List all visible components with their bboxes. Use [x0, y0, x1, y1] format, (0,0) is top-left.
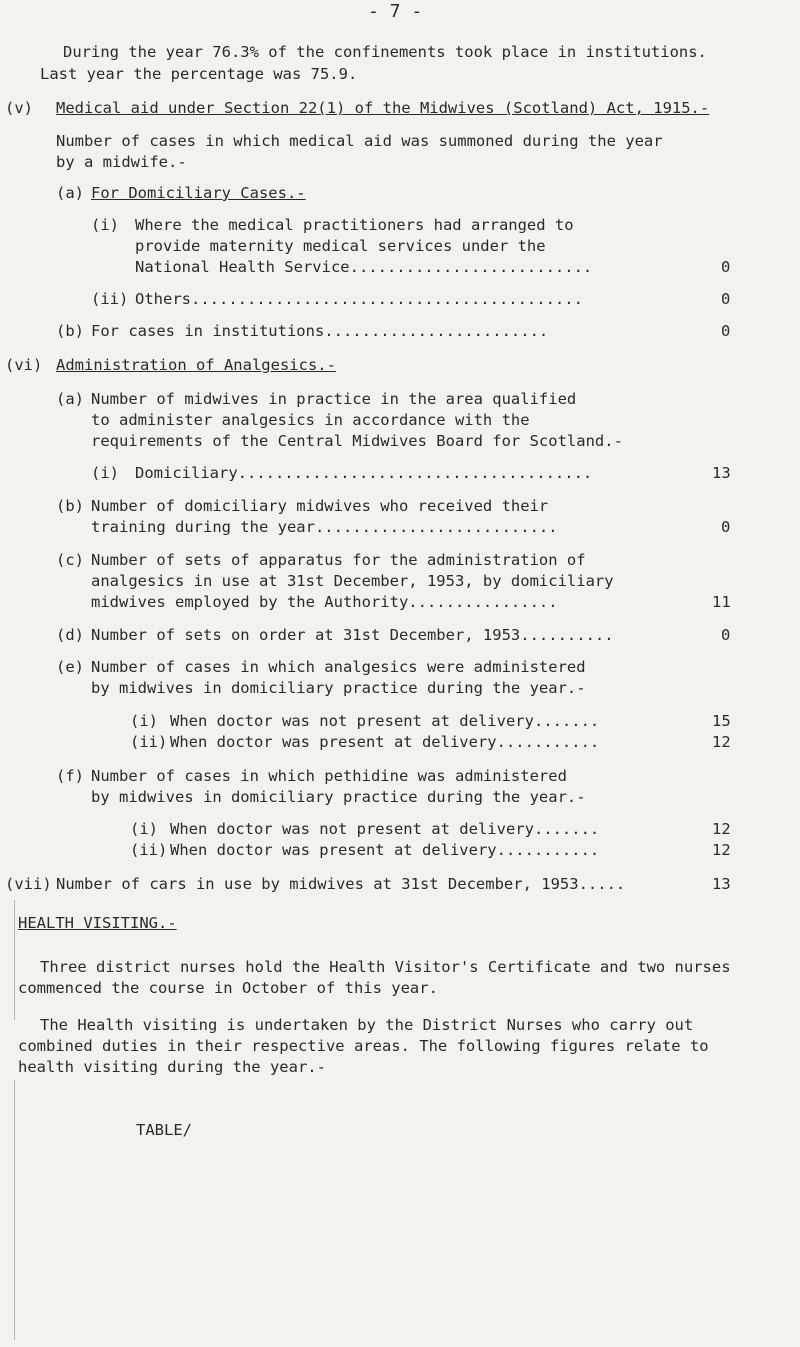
section-v-i-value: 0 [721, 258, 731, 276]
section-vi-f-i-value: 12 [712, 820, 731, 838]
section-v-desc-2: by a midwife.- [56, 153, 187, 171]
section-vi-c-text-3: midwives employed by the Authority................ [91, 593, 558, 611]
section-v-b-text: For cases in institutions........................ [91, 322, 549, 340]
section-vi-f-text-2: by midwives in domiciliary practice during the year.- [91, 788, 586, 806]
section-vi-label: (vi) [5, 356, 43, 374]
section-v-i-text-2: provide maternity medical services under the [135, 237, 546, 255]
section-vi-f-ii-label: (ii) [130, 841, 168, 859]
section-vi-e-i-label: (i) [130, 712, 158, 730]
section-v-ii-text: Others.......................................... [135, 290, 583, 308]
intro-line-2: Last year the percentage was 75.9. [40, 65, 358, 83]
section-v-i-label: (i) [91, 216, 119, 234]
section-vi-heading: Administration of Analgesics.- [56, 356, 336, 374]
section-vi-c-label: (c) [56, 551, 84, 569]
scan-edge-shadow-lower [14, 1080, 15, 1340]
section-v-desc-1: Number of cases in which medical aid was summoned during the year [56, 132, 663, 150]
health-visiting-p2-line-3: health visiting during the year.- [18, 1058, 326, 1076]
section-v-ii-label: (ii) [91, 290, 129, 308]
section-v-ii-value: 0 [721, 290, 731, 308]
section-vi-c-value: 11 [712, 593, 731, 611]
section-vi-e-i-text: When doctor was not present at delivery....... [170, 712, 600, 730]
section-v-i-text-3: National Health Service.......................... [135, 258, 593, 276]
section-v-heading: Medical aid under Section 22(1) of the Midwives (Scotland) Act, 1915.- [56, 99, 710, 117]
section-vi-d-value: 0 [721, 626, 731, 644]
section-v-i-text-1: Where the medical practitioners had arranged to [135, 216, 574, 234]
section-vi-f-i-label: (i) [130, 820, 158, 838]
health-visiting-p2-line-2: combined duties in their respective areas. The following figures relate to [18, 1037, 709, 1055]
health-visiting-p1-line-2: commenced the course in October of this year. [18, 979, 438, 997]
section-vi-a-i-value: 13 [712, 464, 731, 482]
section-vi-f-label: (f) [56, 767, 84, 785]
scan-edge-shadow [14, 900, 15, 1020]
section-vi-c-text-1: Number of sets of apparatus for the administration of [91, 551, 586, 569]
section-vi-a-text-2: to administer analgesics in accordance with the [91, 411, 530, 429]
section-vi-b-text-1: Number of domiciliary midwives who received their [91, 497, 549, 515]
section-vi-f-text-1: Number of cases in which pethidine was administered [91, 767, 567, 785]
section-vi-f-ii-value: 12 [712, 841, 731, 859]
section-vi-b-label: (b) [56, 497, 84, 515]
section-v-a-heading: For Domiciliary Cases.- [91, 184, 306, 202]
section-v-a-label: (a) [56, 184, 84, 202]
section-vii-value: 13 [712, 875, 731, 893]
section-v-b-value: 0 [721, 322, 731, 340]
section-vi-e-ii-text: When doctor was present at delivery........... [170, 733, 600, 751]
section-vi-e-text-2: by midwives in domiciliary practice during the year.- [91, 679, 586, 697]
section-vii-label: (vii) [5, 875, 52, 893]
section-vi-a-i-label: (i) [91, 464, 119, 482]
health-visiting-heading: HEALTH VISITING.- [18, 914, 177, 932]
section-vi-e-text-1: Number of cases in which analgesics were administered [91, 658, 586, 676]
section-vi-e-ii-label: (ii) [130, 733, 168, 751]
intro-line-1: During the year 76.3% of the confinements took place in institutions. [63, 43, 707, 61]
section-vi-a-i-text: Domiciliary...................................... [135, 464, 593, 482]
section-vi-a-label: (a) [56, 390, 84, 408]
section-vi-c-text-2: analgesics in use at 31st December, 1953, by domiciliary [91, 572, 614, 590]
section-vi-a-text-3: requirements of the Central Midwives Board for Scotland.- [91, 432, 623, 450]
section-vi-b-value: 0 [721, 518, 731, 536]
section-vi-d-text: Number of sets on order at 31st December, 1953.......... [91, 626, 614, 644]
catchword: TABLE/ [136, 1121, 192, 1139]
section-v-label: (v) [5, 99, 33, 117]
section-vi-d-label: (d) [56, 626, 84, 644]
section-vi-f-i-text: When doctor was not present at delivery....... [170, 820, 600, 838]
health-visiting-p1-line-1: Three district nurses hold the Health Visitor's Certificate and two nurses [40, 958, 731, 976]
section-vii-text: Number of cars in use by midwives at 31st December, 1953..... [56, 875, 626, 893]
section-v-b-label: (b) [56, 322, 84, 340]
section-vi-e-i-value: 15 [712, 712, 731, 730]
section-vi-a-text-1: Number of midwives in practice in the area qualified [91, 390, 577, 408]
health-visiting-p2-line-1: The Health visiting is undertaken by the District Nurses who carry out [40, 1016, 694, 1034]
section-vi-b-text-2: training during the year.......................... [91, 518, 558, 536]
section-vi-f-ii-text: When doctor was present at delivery........... [170, 841, 600, 859]
page-number: - 7 - [368, 1, 423, 22]
section-vi-e-ii-value: 12 [712, 733, 731, 751]
section-vi-e-label: (e) [56, 658, 84, 676]
